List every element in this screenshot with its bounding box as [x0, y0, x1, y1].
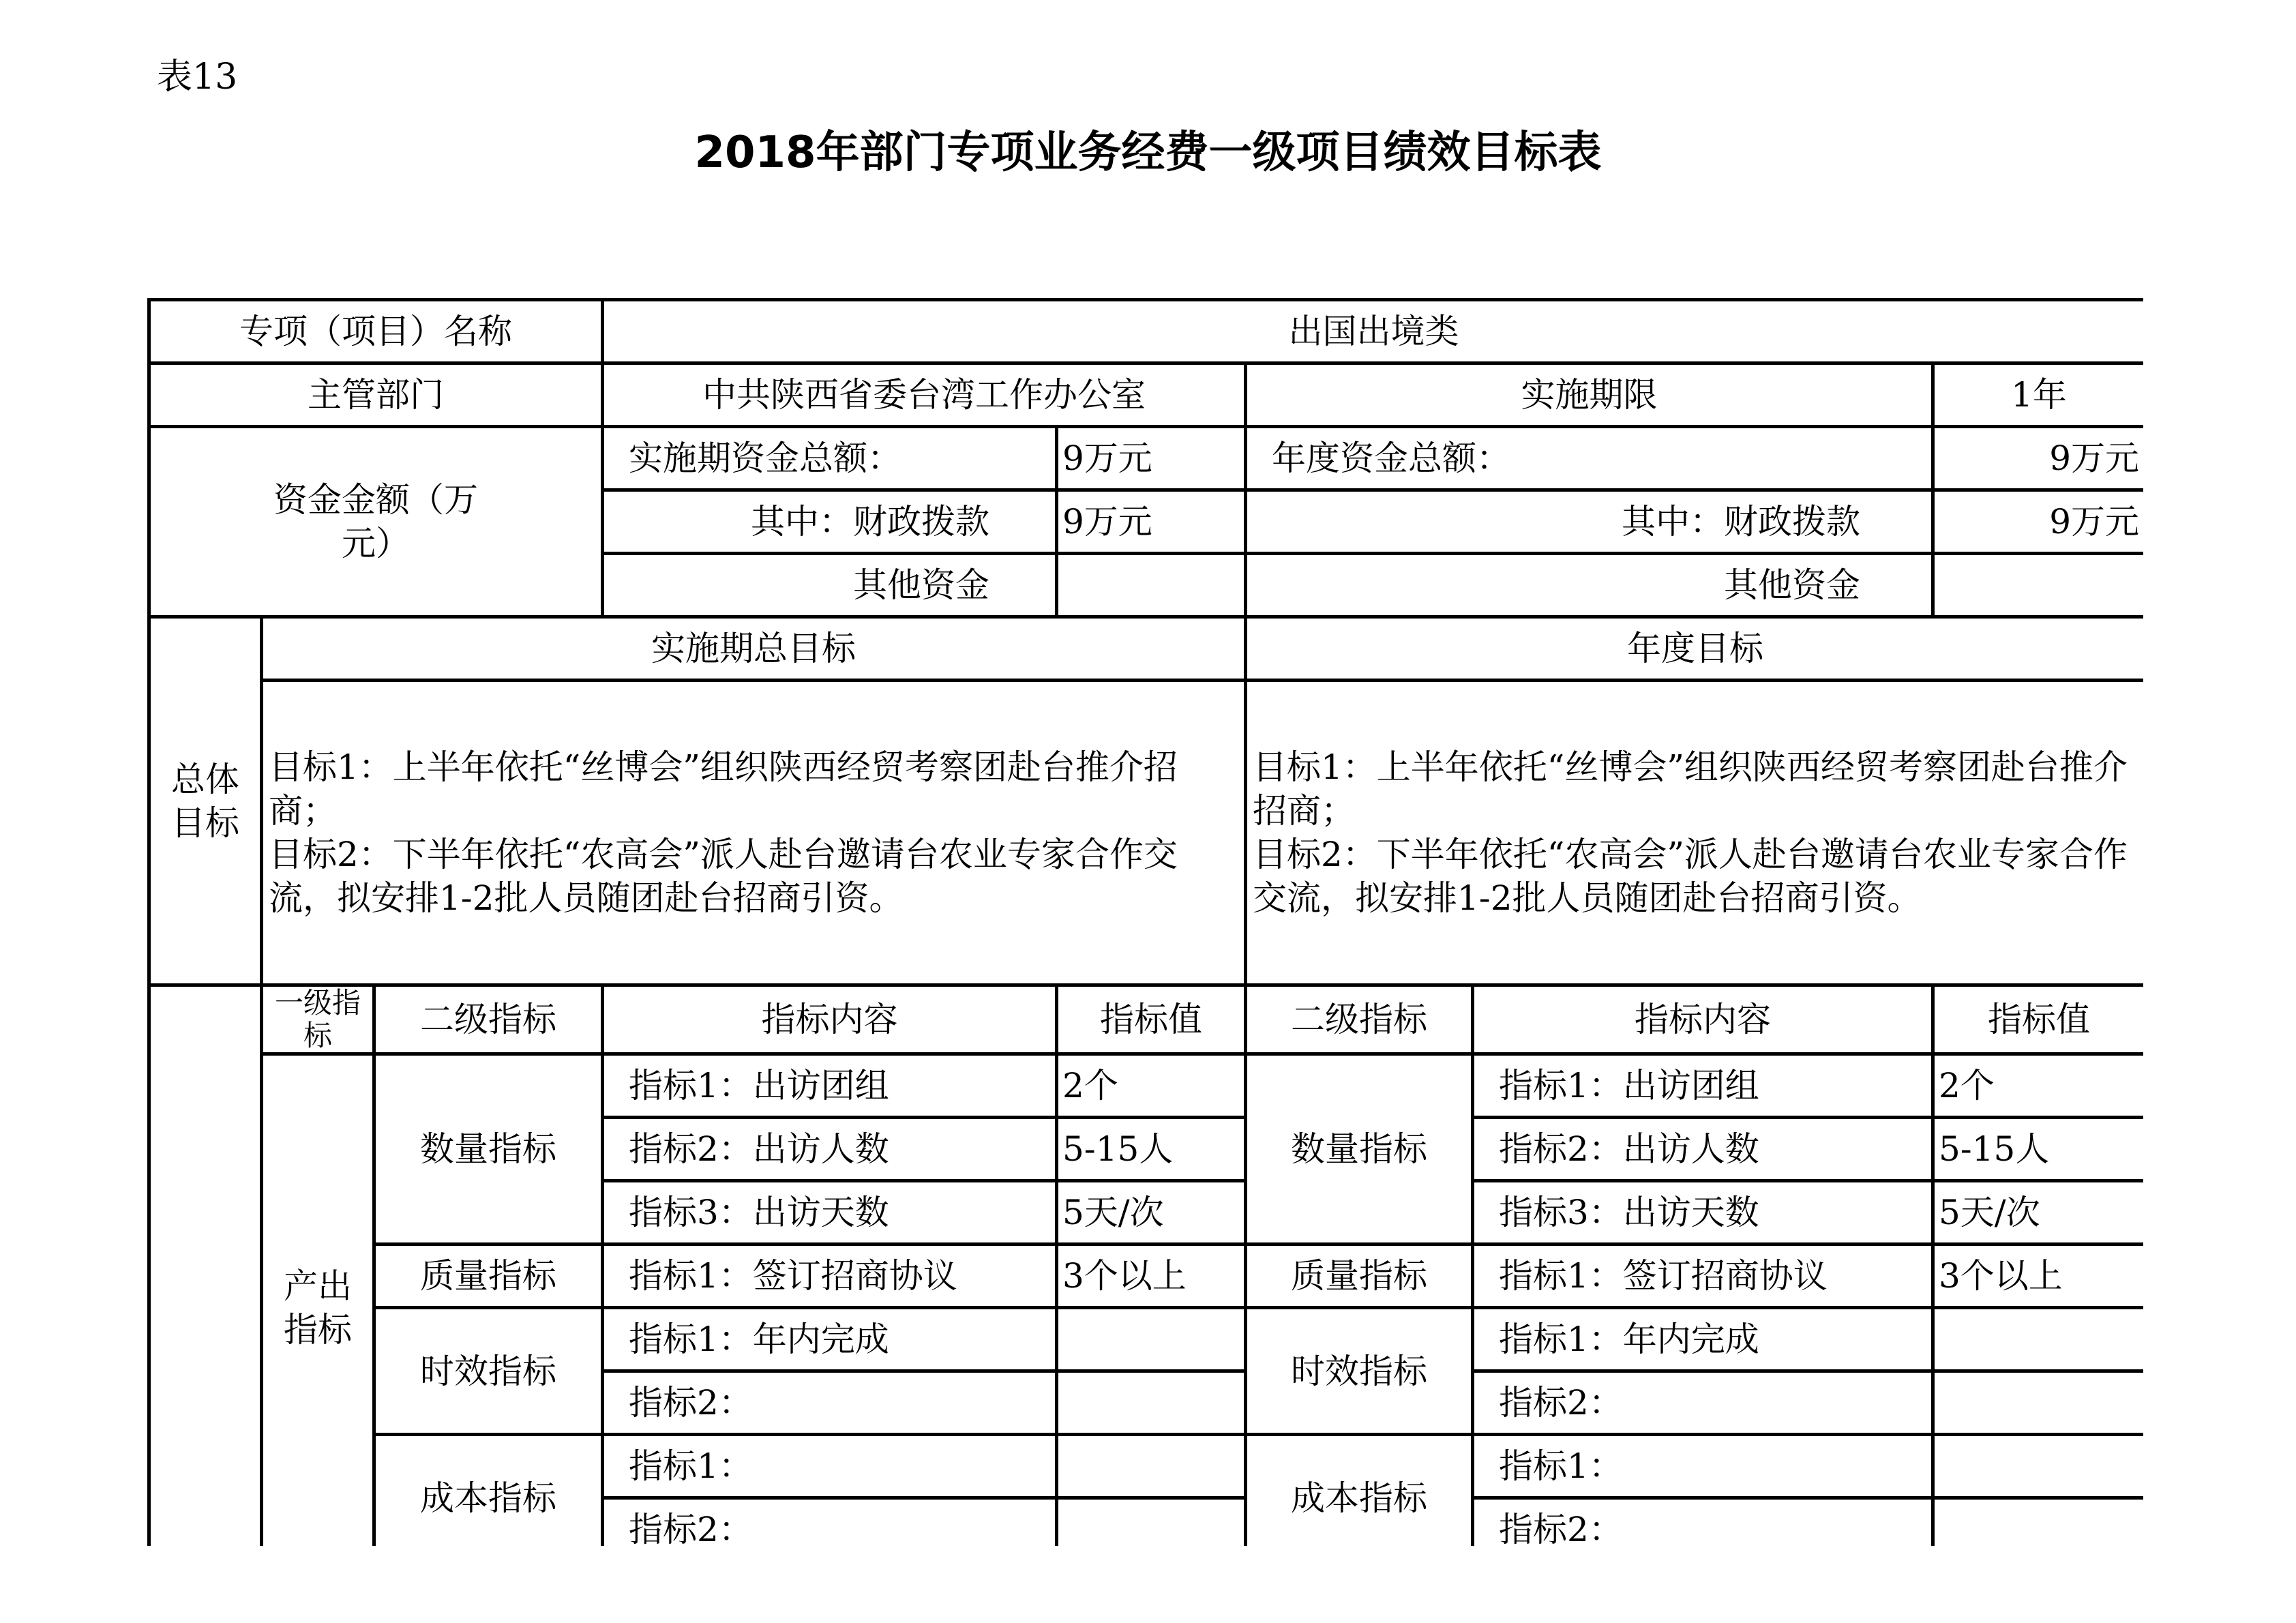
indicator-value	[1057, 1371, 1246, 1435]
indicator-row	[149, 1435, 2144, 1498]
period-value: 1年	[1933, 363, 2144, 427]
indicator-content-annual: 指标2：出访人数	[1473, 1118, 1933, 1181]
indicator-header-row	[149, 985, 2144, 1054]
indicator-value: 3个以上	[1057, 1245, 1246, 1308]
indicator-content-annual: 指标1：	[1473, 1435, 1933, 1498]
quality-label-annual: 质量指标	[1246, 1245, 1473, 1308]
indicator-value-annual: 5-15人	[1933, 1118, 2144, 1181]
cost-label-annual: 成本指标	[1246, 1435, 1473, 1547]
period-label: 实施期限	[1246, 363, 1933, 427]
annual-total-value: 9万元	[1933, 427, 2144, 490]
content-header: 指标内容	[603, 985, 1057, 1054]
annual-total-label: 年度资金总额：	[1246, 427, 1933, 490]
quality-label: 质量指标	[374, 1245, 603, 1308]
cost-label: 成本指标	[374, 1435, 603, 1547]
indicator-content: 指标3：出访天数	[603, 1181, 1057, 1245]
level2-header: 二级指标	[374, 985, 603, 1054]
indicator-content-annual: 指标1：年内完成	[1473, 1308, 1933, 1371]
annual-goal-header: 年度目标	[1246, 617, 2144, 681]
impl-other-value	[1057, 554, 1246, 617]
project-name-label: 专项（项目）名称	[149, 300, 603, 363]
indicator-value: 5-15人	[1057, 1118, 1246, 1181]
impl-fiscal-label: 其中：财政拨款	[603, 490, 1057, 554]
overall-goal-label: 总体目标	[149, 617, 262, 985]
page-title: 2018年部门专项业务经费一级项目绩效目标表	[694, 128, 1602, 178]
impl-goal-header: 实施期总目标	[262, 617, 1246, 681]
indicator-value-annual	[1933, 1308, 2144, 1371]
indicator-value-annual	[1933, 1371, 2144, 1435]
indicator-value-annual: 5天/次	[1933, 1181, 2144, 1245]
output-indicator-label: 产出指标	[262, 1054, 374, 1547]
annual-fiscal-value: 9万元	[1933, 490, 2144, 554]
indicator-content: 指标1：	[603, 1435, 1057, 1498]
annual-fiscal-label: 其中：财政拨款	[1246, 490, 1933, 554]
funds-label: 资金金额（万元）	[149, 427, 603, 617]
indicator-row	[149, 1054, 2144, 1118]
value-header: 指标值	[1057, 985, 1246, 1054]
funds-row-total	[149, 427, 2144, 490]
annual-other-value	[1933, 554, 2144, 617]
level2-header-annual: 二级指标	[1246, 985, 1473, 1054]
impl-goal-text: 目标1：上半年依托“丝博会”组织陕西经贸考察团赴台推介招商； 目标2：下半年依托“农高会”派人赴台邀请台农业专家合作交流，拟安排1-2批人员随团赴台招商引资。	[262, 681, 1246, 985]
dept-label: 主管部门	[149, 363, 603, 427]
impl-fiscal-value: 9万元	[1057, 490, 1246, 554]
indicator-content: 指标1：签订招商协议	[603, 1245, 1057, 1308]
value-header-annual: 指标值	[1933, 985, 2144, 1054]
impl-total-value: 9万元	[1057, 427, 1246, 490]
indicator-value: 5天/次	[1057, 1181, 1246, 1245]
quantity-label-annual: 数量指标	[1246, 1054, 1473, 1245]
indicator-row	[149, 1245, 2144, 1308]
annual-other-label: 其他资金	[1246, 554, 1933, 617]
project-name-row	[149, 300, 2144, 363]
indicator-content-annual: 指标2：	[1473, 1371, 1933, 1435]
indicator-value: 2个	[1057, 1054, 1246, 1118]
indicator-content-annual: 指标1：签订招商协议	[1473, 1245, 1933, 1308]
indicator-content: 指标2：	[603, 1498, 1057, 1547]
indicator-value	[1057, 1308, 1246, 1371]
content-header-annual: 指标内容	[1473, 985, 1933, 1054]
indicator-value-annual	[1933, 1435, 2144, 1498]
indicator-value	[1057, 1435, 1246, 1498]
performance-table	[147, 298, 2143, 1546]
indicator-value-annual: 3个以上	[1933, 1245, 2144, 1308]
indicator-content: 指标1：年内完成	[603, 1308, 1057, 1371]
table-number: 表13	[157, 57, 238, 98]
timeliness-label: 时效指标	[374, 1308, 603, 1435]
indicator-content-annual: 指标2：	[1473, 1498, 1933, 1547]
quantity-label: 数量指标	[374, 1054, 603, 1245]
indicator-value-annual	[1933, 1498, 2144, 1547]
indicator-content-annual: 指标1：出访团组	[1473, 1054, 1933, 1118]
project-name-value: 出国出境类	[603, 300, 2144, 363]
indicators-section	[149, 985, 262, 1547]
timeliness-label-annual: 时效指标	[1246, 1308, 1473, 1435]
dept-row	[149, 363, 2144, 427]
goal-header-row	[149, 617, 2144, 681]
indicator-value-annual: 2个	[1933, 1054, 2144, 1118]
indicator-content: 指标2：出访人数	[603, 1118, 1057, 1181]
indicator-content: 指标2：	[603, 1371, 1057, 1435]
indicator-value	[1057, 1498, 1246, 1547]
impl-total-label: 实施期资金总额：	[603, 427, 1057, 490]
goal-text-row	[149, 681, 2144, 985]
indicator-content-annual: 指标3：出访天数	[1473, 1181, 1933, 1245]
level1-header: 一级指标	[262, 985, 374, 1054]
dept-value: 中共陕西省委台湾工作办公室	[603, 363, 1246, 427]
impl-other-label: 其他资金	[603, 554, 1057, 617]
annual-goal-text: 目标1：上半年依托“丝博会”组织陕西经贸考察团赴台推介招商； 目标2：下半年依托“农高会”派人赴台邀请台农业专家合作交流，拟安排1-2批人员随团赴台招商引资。	[1246, 681, 2144, 985]
indicator-content: 指标1：出访团组	[603, 1054, 1057, 1118]
indicator-row	[149, 1308, 2144, 1371]
